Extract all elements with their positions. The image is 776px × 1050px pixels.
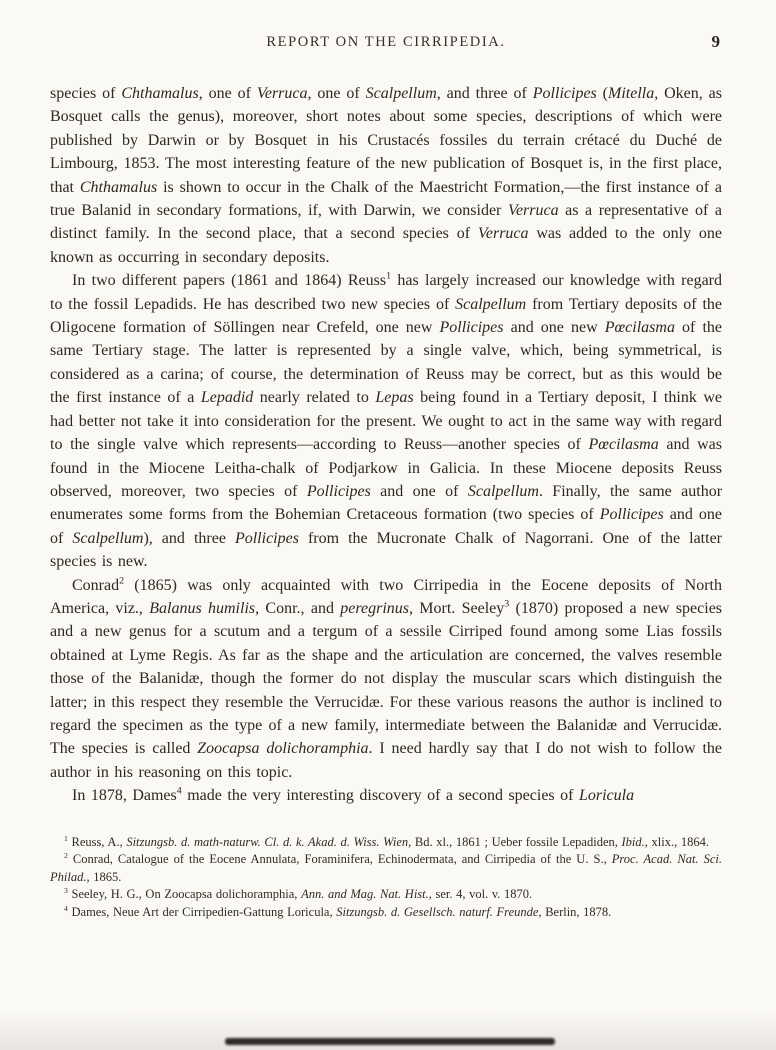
italic-term: Chthamalus (121, 85, 199, 102)
italic-term: Chthamalus (79, 178, 158, 196)
text-run: , Mort. Seeley (409, 599, 505, 617)
paragraph (50, 574, 722, 785)
italic-term: Lepadid (200, 389, 254, 407)
page-number: 9 (711, 32, 720, 51)
paragraph (50, 82, 722, 269)
italic-term: Sitzungsb. d. math-naturw. Cl. d. k. Akad. d. Wiss. Wien (126, 834, 409, 849)
italic-term: Ann. and Mag. Nat. Hist. (301, 887, 429, 902)
italic-term: Verruca (507, 202, 559, 220)
footnote (50, 886, 722, 904)
italic-term: Sitzungsb. d. Gesellsch. naturf. Freunde (336, 904, 539, 919)
text-run: and one new (503, 319, 605, 337)
italic-term: Pollicipes (234, 529, 299, 547)
paragraph (50, 784, 722, 807)
text-run: In two different papers (1861 and 1864) Reuss (72, 272, 387, 290)
text-run: was added to the only one known as occurring in secondary deposits. (50, 225, 722, 266)
italic-term: Pœcilasma (588, 436, 659, 454)
text-run: Conrad (72, 576, 120, 594)
footnote-reference: 1 (386, 270, 392, 282)
footnote-reference: 2 (119, 575, 125, 587)
text-run: and one of (370, 482, 468, 500)
page-body (50, 82, 722, 808)
footnote-number: 2 (64, 851, 68, 861)
italic-term: Verruca (256, 85, 308, 102)
text-run: Reuss, A., (71, 834, 127, 849)
text-run: , and three of (436, 85, 533, 102)
scan-artifact (225, 1038, 555, 1045)
footnote (50, 904, 722, 922)
italic-term: peregrinus (340, 599, 409, 617)
text-run: as a representative of a distinct family. In the second place, that a second species of (50, 202, 723, 243)
text-run: Dames, Neue Art der Cirripedien-Gattung Loricula, (71, 904, 337, 919)
text-run: nearly related to (253, 389, 376, 407)
text-run: , one of (198, 85, 257, 102)
italic-term: Verruca (477, 225, 529, 243)
text-run: (1865) was only acquainted with two Cirripedia in the Eocene deposits of North America, viz., (50, 576, 722, 617)
footnote (50, 851, 722, 886)
italic-term: Zoocapsa dolichoramphia (197, 740, 369, 758)
text-run: made the very interesting discovery of a second species of (181, 787, 579, 805)
text-run: from the Mucronate Chalk of Nagorrani. One of the latter species is new. (50, 529, 722, 571)
text-run: and one of (50, 506, 722, 547)
text-run: , Bd. xl., 1861 ; Ueber fossile Lepadiden, (408, 834, 622, 849)
text-run: ), and three (143, 529, 235, 547)
paragraph (50, 269, 722, 573)
italic-term: Pollicipes (439, 319, 504, 337)
italic-term: Pœcilasma (604, 319, 675, 337)
text-run: from Tertiary deposits of the Oligocene formation of Söllingen near Crefeld, one new (50, 295, 722, 337)
footnotes (50, 834, 722, 922)
text-run: . I need hardly say that I do not wish to follow the author in his reasoning on this topic. (50, 740, 722, 781)
footnote (50, 834, 722, 852)
italic-term: Mitella (608, 85, 655, 102)
footnote-reference: 3 (504, 598, 510, 610)
text-run: , ser. 4, vol. v. 1870. (428, 887, 533, 902)
text-run: , Conr., and (255, 599, 341, 617)
text-run: ( (596, 85, 608, 102)
italic-term: Scalpellum (365, 85, 437, 102)
page-header (50, 34, 722, 58)
text-run: , 1865. (86, 869, 122, 884)
text-run: , Oken, as Bosquet calls the genus), moreover, short notes about some species, descriptions of which were published by Darwin or by Bosquet in his Crustacés fossiles du terrain crétacé du Duché de Limbourg, 1853. The most interesting feature of the new publication of Bosquet is, in the first place, that (50, 85, 723, 196)
text-run: has largely increased our knowledge with regard to the fossil Lepadids. He has described two new species of (50, 272, 723, 313)
italic-term: Ibid. (621, 834, 645, 849)
text-run: of the same Tertiary stage. The latter is represented by a single valve, which, being symmetrical, is considered as a carina; of course, the determination of Reuss may be correct, but as this would be the first instance of a (50, 319, 723, 407)
text-run: , xlix., 1864. (644, 834, 709, 849)
text-run: species of (50, 85, 122, 102)
text-run: , Berlin, 1878. (538, 904, 612, 919)
italic-term: Scalpellum (455, 295, 527, 313)
italic-term: Lepas (375, 389, 414, 407)
footnote-number: 3 (64, 886, 68, 896)
italic-term: Proc. Acad. Nat. Sci. Philad. (50, 852, 722, 884)
running-title: REPORT ON THE CIRRIPEDIA. (266, 34, 506, 50)
text-run: . Finally, the same author enumerates some forms from the Bohemian Cretaceous formation (two species of (50, 482, 723, 524)
italic-term: Pollicipes (306, 482, 371, 500)
italic-term: Scalpellum (72, 529, 144, 547)
text-run: Conrad, Catalogue of the Eocene Annulata, Foraminifera, Echinodermata, and Cirripedia of the U. S., (72, 852, 612, 867)
text-run: Seeley, H. G., On Zoocapsa dolichoramphia, (71, 887, 302, 902)
text-run: , one of (307, 85, 366, 102)
text-run: (1870) proposed a new species and a new genus for a scutum and a tergum of a sessile Cirriped found among some Lias fossils obtained at Lyme Regis. As far as the shape and the articulation are concerned, the valves resemble those of the Balanidæ, though the former do not display the muscular scars which distinguish the latter; in this respect they resemble the Verrucidæ. For these various reasons the author is inclined to regard the specimen as the type of a new family, intermediate between the Balanidæ and Verrucidæ. The species is called (50, 599, 723, 758)
footnote-reference: 4 (176, 785, 182, 797)
text-run: being found in a Tertiary deposit, I think we had better not take it into consideration for the present. We ought to act in the same way with regard to the single valve which represents—according to Reuss—another species of (50, 389, 722, 454)
text-run: is shown to occur in the Chalk of the Maestricht Formation,—the first instance of a true Balanid in secondary formations, if, with Darwin, we consider (50, 178, 722, 220)
italic-term: Scalpellum (467, 482, 539, 500)
italic-term: Loricula (578, 787, 635, 805)
italic-term: Pollicipes (532, 85, 597, 102)
footnote-number: 4 (64, 903, 68, 913)
footnote-number: 1 (64, 833, 68, 843)
italic-term: Balanus humilis (149, 599, 256, 617)
text-run: and was found in the Miocene Leitha-chalk of Podjarkow in Galicia. In these Miocene deposits Reuss observed, moreover, two species of (50, 436, 723, 500)
italic-term: Pollicipes (599, 506, 664, 524)
text-run: In 1878, Dames (72, 787, 177, 805)
